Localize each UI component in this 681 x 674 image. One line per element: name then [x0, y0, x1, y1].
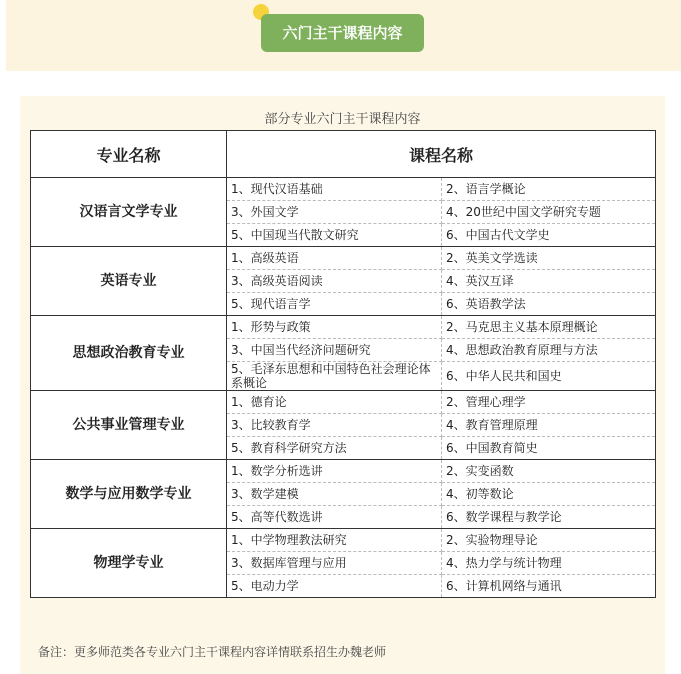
- content-panel: [20, 96, 665, 674]
- table-caption: 部分专业六门主干课程内容: [264, 112, 421, 127]
- course-cell: 2、语言学概论: [442, 178, 656, 201]
- major-name: 公共事业管理专业: [31, 391, 227, 460]
- header-courses: 课程名称: [227, 131, 656, 178]
- course-cell: 5、教育科学研究方法: [227, 437, 442, 460]
- table-row: [31, 460, 656, 483]
- course-cell: 4、热力学与统计物理: [442, 552, 656, 575]
- course-cell: 2、管理心理学: [442, 391, 656, 414]
- table-row: [31, 178, 656, 201]
- header-major: 专业名称: [31, 131, 227, 178]
- course-cell: 3、数学建模: [227, 483, 442, 506]
- course-cell: 2、马克思主义基本原理概论: [442, 316, 656, 339]
- course-cell: 4、思想政治教育原理与方法: [442, 339, 656, 362]
- table-row: [31, 247, 656, 270]
- course-cell: 1、数学分析选讲: [227, 460, 442, 483]
- footer-note: 备注：更多师范类各专业六门主干课程内容详情联系招生办魏老师: [38, 645, 387, 659]
- course-cell: 5、中国现当代散文研究: [227, 224, 442, 247]
- course-cell: 6、中华人民共和国史: [442, 362, 656, 391]
- table-row: [31, 391, 656, 414]
- course-cell: 1、现代汉语基础: [227, 178, 442, 201]
- major-name: 汉语言文学专业: [31, 178, 227, 247]
- course-cell: 1、形势与政策: [227, 316, 442, 339]
- course-cell: 2、实变函数: [442, 460, 656, 483]
- course-cell: 5、高等代数选讲: [227, 506, 442, 529]
- section-title: 六门主干课程内容: [261, 14, 424, 52]
- table-row: [31, 529, 656, 552]
- course-cell: 3、数据库管理与应用: [227, 552, 442, 575]
- course-cell: 5、毛泽东思想和中国特色社会理论体系概论: [227, 362, 442, 391]
- course-cell: 2、英美文学选读: [442, 247, 656, 270]
- course-cell: 3、比较教育学: [227, 414, 442, 437]
- course-cell: 3、外国文学: [227, 201, 442, 224]
- course-cell: 1、中学物理教法研究: [227, 529, 442, 552]
- course-cell: 3、高级英语阅读: [227, 270, 442, 293]
- course-cell: 1、高级英语: [227, 247, 442, 270]
- course-cell: 4、初等数论: [442, 483, 656, 506]
- major-name: 思想政治教育专业: [31, 316, 227, 391]
- course-cell: 6、英语教学法: [442, 293, 656, 316]
- course-cell: 4、教育管理原理: [442, 414, 656, 437]
- course-cell: 1、德育论: [227, 391, 442, 414]
- course-cell: 5、电动力学: [227, 575, 442, 598]
- course-cell: 2、实验物理导论: [442, 529, 656, 552]
- course-cell: 4、英汉互译: [442, 270, 656, 293]
- major-name: 数学与应用数学专业: [31, 460, 227, 529]
- course-cell: 4、20世纪中国文学研究专题: [442, 201, 656, 224]
- major-name: 物理学专业: [31, 529, 227, 598]
- table-row: [31, 316, 656, 339]
- course-cell: 6、中国教育简史: [442, 437, 656, 460]
- major-name: 英语专业: [31, 247, 227, 316]
- course-cell: 6、计算机网络与通讯: [442, 575, 656, 598]
- course-cell: 6、数学课程与教学论: [442, 506, 656, 529]
- course-cell: 3、中国当代经济问题研究: [227, 339, 442, 362]
- course-cell: 6、中国古代文学史: [442, 224, 656, 247]
- course-cell: 5、现代语言学: [227, 293, 442, 316]
- course-table: [30, 130, 656, 598]
